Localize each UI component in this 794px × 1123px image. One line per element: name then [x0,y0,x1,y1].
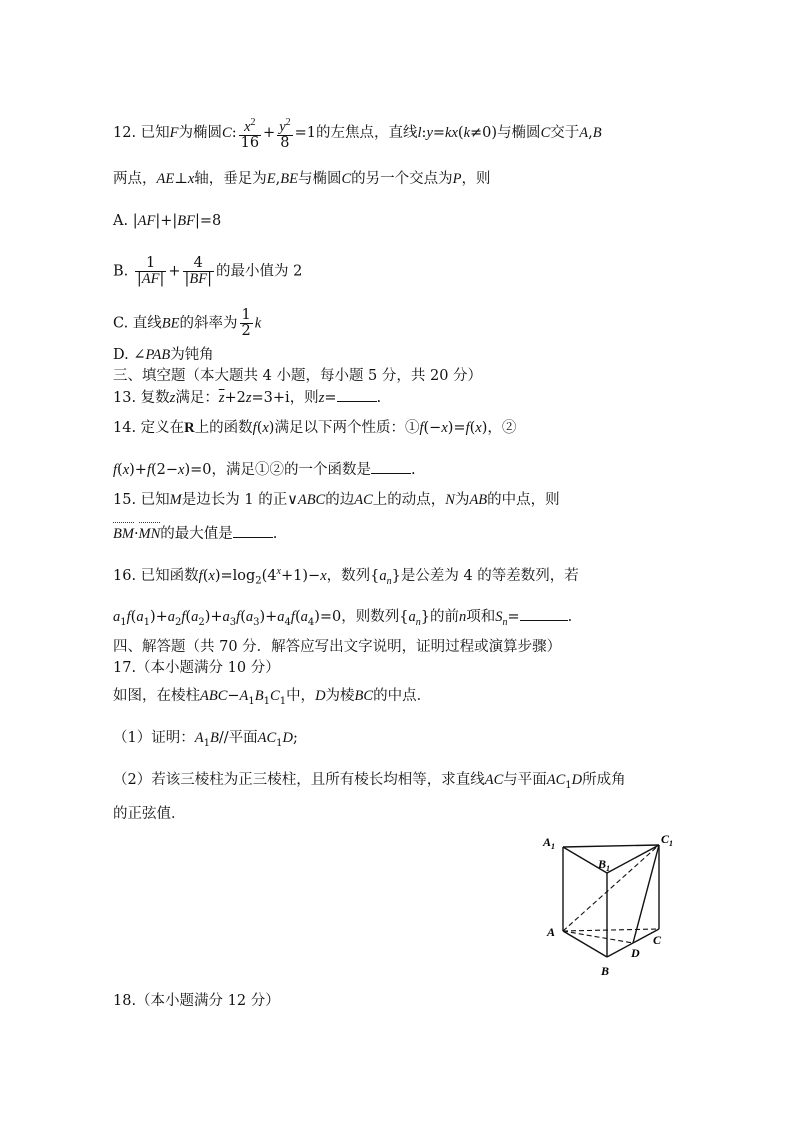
q14-line2: f(x)+f(2−x)=0，满足①②的一个函数是 . [113,459,684,480]
q18-header: 18.（本小题满分 12 分） [113,993,280,1009]
q12-line2: 两点，AE⊥x轴，垂足为E,BE与椭圆C的另一个交点为P，则 [113,171,491,187]
prism-figure [535,830,685,982]
q16-line2: $a_1f(a_1)+a_2f(a_2)+a_3f(a_3)+a_4f(a_4)=0$，则数列$\{a_n\}$的前n项和$S_n=$ . [113,606,684,633]
section-3-heading: 三、填空题（本大题共 4 小题，每小题 5 分，共 20 分） [113,368,483,384]
q12-line1: 12. 已知F为椭圆C: $\frac{x^2}{16}$ + $\frac{y^2}{8}$ =1的左焦点，直线l:y=kx(k≠0)与椭圆C交于A,B [113,117,602,151]
q17-part2-line1: （2）若该三棱柱为正三棱柱，且所有棱长均相等，求直线AC与平面$AC_1D$所成角 [113,772,626,791]
q17-header: 17.（本小题满分 10 分） [113,660,280,676]
svg-text:A1: $A_1$ [543,835,556,851]
q17-part1: （1）证明：$A_1B//$平面$AC_1D$; [113,730,298,749]
svg-text:C1: $C_1$ [661,832,674,848]
q12-option-c: C. 直线BE的斜率为 $\frac{1}{2}$ k [113,307,262,339]
svg-text:C: C [653,933,662,947]
q16-line1: 16. 已知函数$f(x)=\log_2(4^x+1)-x$，数列$\{a_n\}$是公差为 4 的等差数列，若 [113,566,579,587]
section-4-heading: 四、解答题（共 70 分．解答应写出文字说明，证明过程或演算步骤） [113,639,562,655]
q17-line1: 如图，在棱柱$ABC-A_1B_1C_1$中，D为棱BC的中点． [113,688,432,707]
svg-text:B: B [601,964,610,978]
q13: 13. 复数z满足：$\overline{z}+2z=3+i$，则z= . [113,387,684,408]
q14-line1: 14. 定义在R上的函数f(x)满足以下两个性质：①f(−x)=f(x)，② [113,420,517,436]
svg-text:D: D [631,946,640,960]
svg-text:B1: $B_1$ [598,857,611,873]
q12-option-b: B. $\frac{1}{|AF|}$ + $\frac{4}{|BF|}$ 的最小值为 2 [113,255,303,287]
q15-line2: BM·MN的最大值是 . [113,523,684,544]
q12-option-d: D. ∠PAB为钝角 [113,347,214,363]
q17-part2-line2: 的正弦值． [113,806,186,822]
q12-option-a: A. |AF|+|BF|=8 [113,213,222,229]
svg-text:A: A [547,925,556,939]
q15-line1: 15. 已知M是边长为 1 的正∨ABC的边AC上的动点，N为AB的中点，则 [113,492,560,508]
